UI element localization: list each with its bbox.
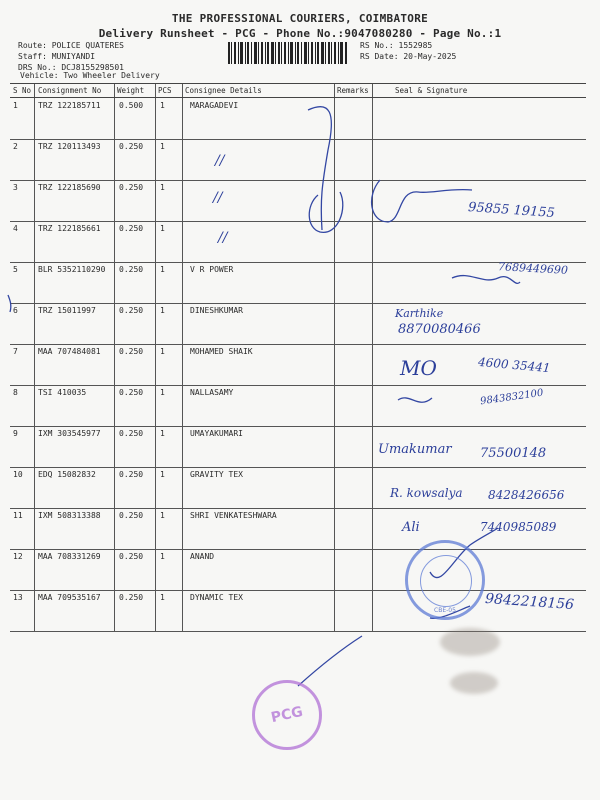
cell-consignment: IXM 303545977 xyxy=(38,429,101,438)
cell-consignee: MARAGADEVI xyxy=(190,101,239,110)
cell-consignee: DINESHKUMAR xyxy=(190,306,243,315)
cell-consignment: IXM 508313388 xyxy=(38,511,101,520)
cell-sno: 10 xyxy=(13,470,23,479)
ink-signature xyxy=(372,180,472,222)
handwritten-phone: 7440985089 xyxy=(480,520,557,534)
route-text: Route: POLICE QUATERES xyxy=(18,41,124,50)
cell-consignee: DYNAMIC TEX xyxy=(190,593,243,602)
cell-consignee: ANAND xyxy=(190,552,215,561)
header-sno: S No xyxy=(13,86,32,95)
staff-text: Staff: MUNIYANDI xyxy=(18,52,96,61)
cell-pcs: 1 xyxy=(160,101,165,110)
cell-weight: 0.250 xyxy=(119,306,144,315)
cell-sno: 6 xyxy=(13,306,18,315)
ink-signature xyxy=(398,398,432,402)
cell-consignee: GRAVITY TEX xyxy=(190,470,243,479)
header-pcs: PCS xyxy=(158,86,172,95)
handwritten-phone: 9843832100 xyxy=(479,387,545,408)
ditto-mark: // xyxy=(213,190,223,206)
cell-consignment: MAA 708331269 xyxy=(38,552,101,561)
cell-pcs: 1 xyxy=(160,429,165,438)
cell-pcs: 1 xyxy=(160,183,165,192)
cell-pcs: 1 xyxy=(160,142,165,151)
cell-sno: 1 xyxy=(13,101,18,110)
ditto-mark: // xyxy=(215,153,225,169)
cell-consignment: TSI 410035 xyxy=(38,388,87,397)
cell-pcs: 1 xyxy=(160,347,165,356)
cell-consignment: BLR 5352110290 xyxy=(38,265,106,274)
header-consignment: Consignment No xyxy=(38,86,102,95)
company-seal xyxy=(405,540,485,620)
cell-sno: 9 xyxy=(13,429,18,438)
handwritten-name: MO xyxy=(400,356,437,380)
cell-consignee: UMAYAKUMARI xyxy=(190,429,243,438)
handwritten-name: Ali xyxy=(402,520,420,535)
cell-pcs: 1 xyxy=(160,470,165,479)
cell-weight: 0.250 xyxy=(119,511,144,520)
pcg-stamp xyxy=(252,680,322,750)
ink-line xyxy=(298,636,362,686)
cell-consignee: SHRI VENKATESHWARA xyxy=(190,511,277,520)
handwritten-phone: 95855 19155 xyxy=(467,199,556,222)
cell-pcs: 1 xyxy=(160,224,165,233)
cell-consignment: TRZ 15011997 xyxy=(38,306,96,315)
cell-sno: 4 xyxy=(13,224,18,233)
header-seal: Seal & Signature xyxy=(395,86,468,95)
rs-date-text: RS Date: 20-May-2025 xyxy=(360,52,457,61)
handwritten-phone: 75500148 xyxy=(480,446,547,461)
runsheet-subtitle: Delivery Runsheet - PCG - Phone No.:9047080280 - Page No.:1 xyxy=(98,27,502,40)
ink-line xyxy=(308,107,331,230)
cell-sno: 3 xyxy=(13,183,18,192)
pcg-stamp-text: PCG xyxy=(269,703,305,727)
company-title: THE PROFESSIONAL COURIERS, COIMBATORE xyxy=(171,12,429,25)
cell-pcs: 1 xyxy=(160,511,165,520)
handwritten-phone: 8428426656 xyxy=(488,488,565,502)
cell-consignment: TRZ 122185661 xyxy=(38,224,101,233)
cell-weight: 0.250 xyxy=(119,142,144,151)
cell-weight: 0.250 xyxy=(119,388,144,397)
cell-consignment: MAA 709535167 xyxy=(38,593,101,602)
cell-weight: 0.250 xyxy=(119,224,144,233)
ink-signature xyxy=(452,276,520,284)
cell-consignee: MOHAMED SHAIK xyxy=(190,347,253,356)
drs-text: DRS No.: DCJ8155298501 xyxy=(18,63,124,72)
cell-sno: 12 xyxy=(13,552,23,561)
cell-weight: 0.250 xyxy=(119,183,144,192)
cell-weight: 0.250 xyxy=(119,552,144,561)
handwritten-phone: 8870080466 xyxy=(398,322,481,337)
handwritten-name: R. kowsalya xyxy=(390,486,463,500)
cell-weight: 0.500 xyxy=(119,101,144,110)
cell-consignment: TRZ 122185690 xyxy=(38,183,101,192)
cell-pcs: 1 xyxy=(160,388,165,397)
cell-pcs: 1 xyxy=(160,593,165,602)
header-weight: Weight xyxy=(117,86,145,95)
rs-no-text: RS No.: 1552985 xyxy=(360,41,433,50)
cell-sno: 7 xyxy=(13,347,18,356)
cell-weight: 0.250 xyxy=(119,265,144,274)
header-consignee: Consignee Details xyxy=(185,86,262,95)
handwritten-name: Karthike xyxy=(395,307,444,320)
cell-weight: 0.250 xyxy=(119,470,144,479)
cell-sno: 8 xyxy=(13,388,18,397)
cell-consignment: TRZ 122185711 xyxy=(38,101,101,110)
ink-smudge xyxy=(450,672,498,694)
cell-consignee: V R POWER xyxy=(190,265,234,274)
handwritten-name: Umakumar xyxy=(378,442,452,457)
ditto-mark: // xyxy=(218,230,228,246)
header-remarks: Remarks xyxy=(337,86,369,95)
cell-sno: 11 xyxy=(13,511,23,520)
seal-text: CBE-05 xyxy=(434,607,456,614)
ink-loop xyxy=(309,192,343,232)
seal-inner-ring xyxy=(420,555,472,607)
handwritten-phone: 4600 35441 xyxy=(477,354,552,376)
ink-smudge xyxy=(440,628,500,656)
cell-weight: 0.250 xyxy=(119,593,144,602)
cell-pcs: 1 xyxy=(160,306,165,315)
cell-weight: 0.250 xyxy=(119,347,144,356)
ink-mark xyxy=(8,295,11,312)
cell-sno: 2 xyxy=(13,142,18,151)
handwritten-phone: 9842218156 xyxy=(484,590,575,614)
handwritten-phone: 7689449690 xyxy=(497,260,569,277)
cell-pcs: 1 xyxy=(160,265,165,274)
cell-sno: 5 xyxy=(13,265,18,274)
cell-pcs: 1 xyxy=(160,552,165,561)
vehicle-text: Vehicle: Two Wheeler Delivery xyxy=(20,71,160,80)
cell-consignment: TRZ 120113493 xyxy=(38,142,101,151)
cell-consignee: NALLASAMY xyxy=(190,388,234,397)
cell-consignment: EDQ 15082832 xyxy=(38,470,96,479)
cell-consignment: MAA 707484081 xyxy=(38,347,101,356)
cell-sno: 13 xyxy=(13,593,23,602)
cell-weight: 0.250 xyxy=(119,429,144,438)
